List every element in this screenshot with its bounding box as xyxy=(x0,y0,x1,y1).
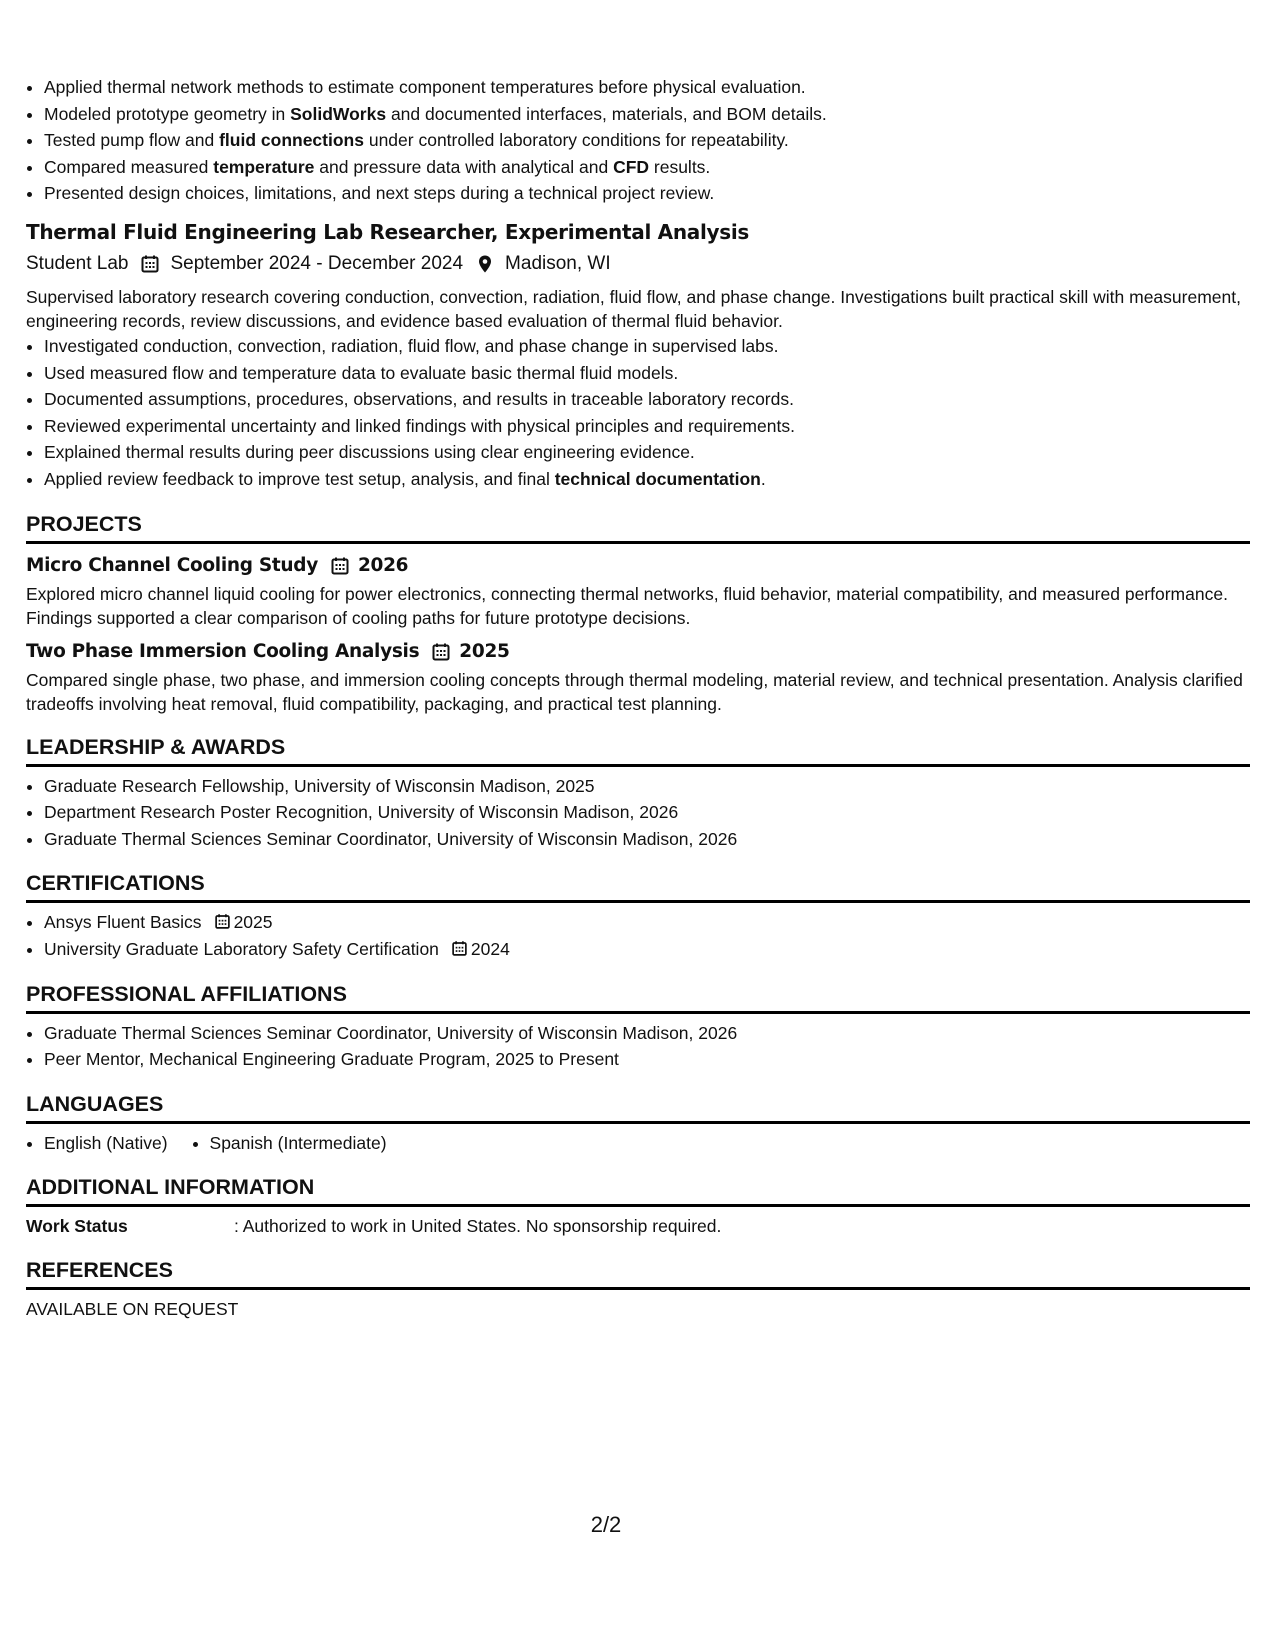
project-description: Explored micro channel liquid cooling for power electronics, connecting thermal networks, fluid behavior, material compatibility, and measured performance. Findings supported a clear comparison of cooling paths for future prototype decisions. xyxy=(26,583,1228,628)
bullet-text: Used measured flow and temperature data to evaluate basic thermal fluid models. xyxy=(44,362,679,383)
project-title xyxy=(26,552,1250,580)
emphasis-text: technical documentation xyxy=(554,468,761,489)
top_bullets-item xyxy=(44,127,1250,154)
projects-list xyxy=(26,552,1250,716)
award-item: • Graduate Thermal Sciences Seminar Coordinator, University of Wisconsin Madison, 2026 xyxy=(44,826,1250,853)
award-item: • Department Research Poster Recognition, University of Wisconsin Madison, 2026 xyxy=(44,799,1250,826)
certification-year: 2024 xyxy=(470,938,510,959)
bullet-text: Modeled prototype geometry in xyxy=(44,103,291,124)
section-heading-references: REFERENCES xyxy=(26,1255,1250,1290)
bullet-text: Documented assumptions, procedures, observations, and results in traceable laboratory records. xyxy=(44,389,794,410)
project-year: 2025 xyxy=(459,640,510,662)
languages-list xyxy=(26,1130,1250,1157)
bullet-text: Presented design choices, limitations, and next steps during a technical project review. xyxy=(44,183,715,204)
section-heading-additional: ADDITIONAL INFORMATION xyxy=(26,1172,1250,1207)
bullet-text: Tested pump flow and xyxy=(44,130,220,151)
job-entry xyxy=(26,217,1250,493)
references-text: AVAILABLE ON REQUEST xyxy=(26,1299,239,1320)
job-meta xyxy=(26,249,1250,279)
job.bullets-item xyxy=(44,413,1250,440)
certification-year: 2025 xyxy=(233,912,273,933)
work-status-row xyxy=(26,1213,1250,1239)
section-heading-certifications: CERTIFICATIONS xyxy=(26,868,1250,903)
previous-role-bullets xyxy=(26,74,1250,207)
job-title: Thermal Fluid Engineering Lab Researcher, Experimental Analysis xyxy=(26,219,750,244)
emphasis-text: CFD xyxy=(613,156,650,177)
bullet-text: Reviewed experimental uncertainty and linked findings with physical principles and requirements. xyxy=(44,415,795,436)
section-heading-projects: PROJECTS xyxy=(26,509,1250,544)
calendar-icon xyxy=(451,940,468,957)
bullet-text: Investigated conduction, convection, radiation, fluid flow, and phase change in supervised labs. xyxy=(44,335,779,356)
job-organization: Student Lab xyxy=(26,252,129,274)
bullet-text: Applied review feedback to improve test setup, analysis, and final xyxy=(44,468,555,489)
top_bullets-item xyxy=(44,74,1250,101)
bullet-text: Explained thermal results during peer discussions using clear engineering evidence. xyxy=(44,442,695,463)
project-name: Micro Channel Cooling Study xyxy=(26,554,318,576)
emphasis-text: SolidWorks xyxy=(290,103,387,124)
certification-name: Ansys Fluent Basics xyxy=(44,912,202,933)
bullet-text: and documented interfaces, materials, and BOM details. xyxy=(386,103,827,124)
project-year: 2026 xyxy=(357,554,409,576)
project-entry xyxy=(26,638,1250,716)
top_bullets-item xyxy=(44,101,1250,128)
bullet-text: under controlled laboratory conditions for repeatability. xyxy=(363,130,789,151)
calendar-icon xyxy=(330,556,350,576)
resume-page-2 xyxy=(26,74,1250,1322)
job.bullets-item xyxy=(44,466,1250,493)
project-entry xyxy=(26,552,1250,630)
language-item: • Spanish (Intermediate) xyxy=(210,1130,387,1157)
affiliation-item: • Peer Mentor, Mechanical Engineering Graduate Program, 2025 to Present xyxy=(44,1046,1250,1073)
emphasis-text: fluid connections xyxy=(219,130,364,151)
job.bullets-item xyxy=(44,386,1250,413)
bullet-text: and pressure data with analytical and xyxy=(314,156,614,177)
certifications-list xyxy=(26,909,1250,962)
section-heading-languages: LANGUAGES xyxy=(26,1089,1250,1124)
certification-name: University Graduate Laboratory Safety Certification xyxy=(44,938,439,959)
calendar-icon xyxy=(140,254,160,274)
top_bullets-item xyxy=(44,180,1250,207)
bullet-text: . xyxy=(760,468,766,489)
bullet-text: Compared measured xyxy=(44,156,214,177)
language-item: • English (Native) xyxy=(44,1130,168,1157)
bullet-text: Applied thermal network methods to estimate component temperatures before physical evaluation. xyxy=(44,77,806,97)
work-status-value: : Authorized to work in United States. No sponsorship required. xyxy=(234,1216,722,1237)
section-heading-affiliations: PROFESSIONAL AFFILIATIONS xyxy=(26,979,1250,1014)
job.bullets-item xyxy=(44,333,1250,360)
certification-item xyxy=(44,936,1250,963)
project-description: Compared single phase, two phase, and immersion cooling concepts through thermal modeling, material review, and technical presentation. Analysis clarified tradeoffs involving heat removal, fluid compatibility, packaging, and practical test planning. xyxy=(26,669,1243,714)
leadership-list xyxy=(26,773,1250,853)
section-heading-leadership: LEADERSHIP & AWARDS xyxy=(26,732,1250,767)
top_bullets-item xyxy=(44,154,1250,181)
certification-item xyxy=(44,909,1250,936)
job-summary: Supervised laboratory research covering conduction, convection, radiation, fluid flow, and phase change. Investigations built practical skill with measurement, engineering records, review discussions, and evidence based evaluation of thermal fluid behavior. xyxy=(26,286,1241,331)
page-number: 2/2 xyxy=(590,1512,622,1537)
emphasis-text: temperature xyxy=(213,156,315,177)
job-location: Madison, WI xyxy=(505,252,611,274)
job-bullets xyxy=(26,333,1250,493)
job-dates: September 2024 - December 2024 xyxy=(170,252,464,274)
award-item: • Graduate Research Fellowship, University of Wisconsin Madison, 2025 xyxy=(44,773,1250,800)
location-pin-icon xyxy=(475,254,495,274)
calendar-icon xyxy=(431,642,451,662)
job.bullets-item xyxy=(44,360,1250,387)
affiliation-item: • Graduate Thermal Sciences Seminar Coordinator, University of Wisconsin Madison, 2026 xyxy=(44,1020,1250,1047)
bullet-text: results. xyxy=(649,156,711,177)
calendar-icon xyxy=(214,913,231,930)
affiliations-list xyxy=(26,1020,1250,1073)
project-title xyxy=(26,638,1250,666)
work-status-label: Work Status xyxy=(26,1216,128,1237)
project-name: Two Phase Immersion Cooling Analysis xyxy=(26,640,420,662)
job.bullets-item xyxy=(44,439,1250,466)
